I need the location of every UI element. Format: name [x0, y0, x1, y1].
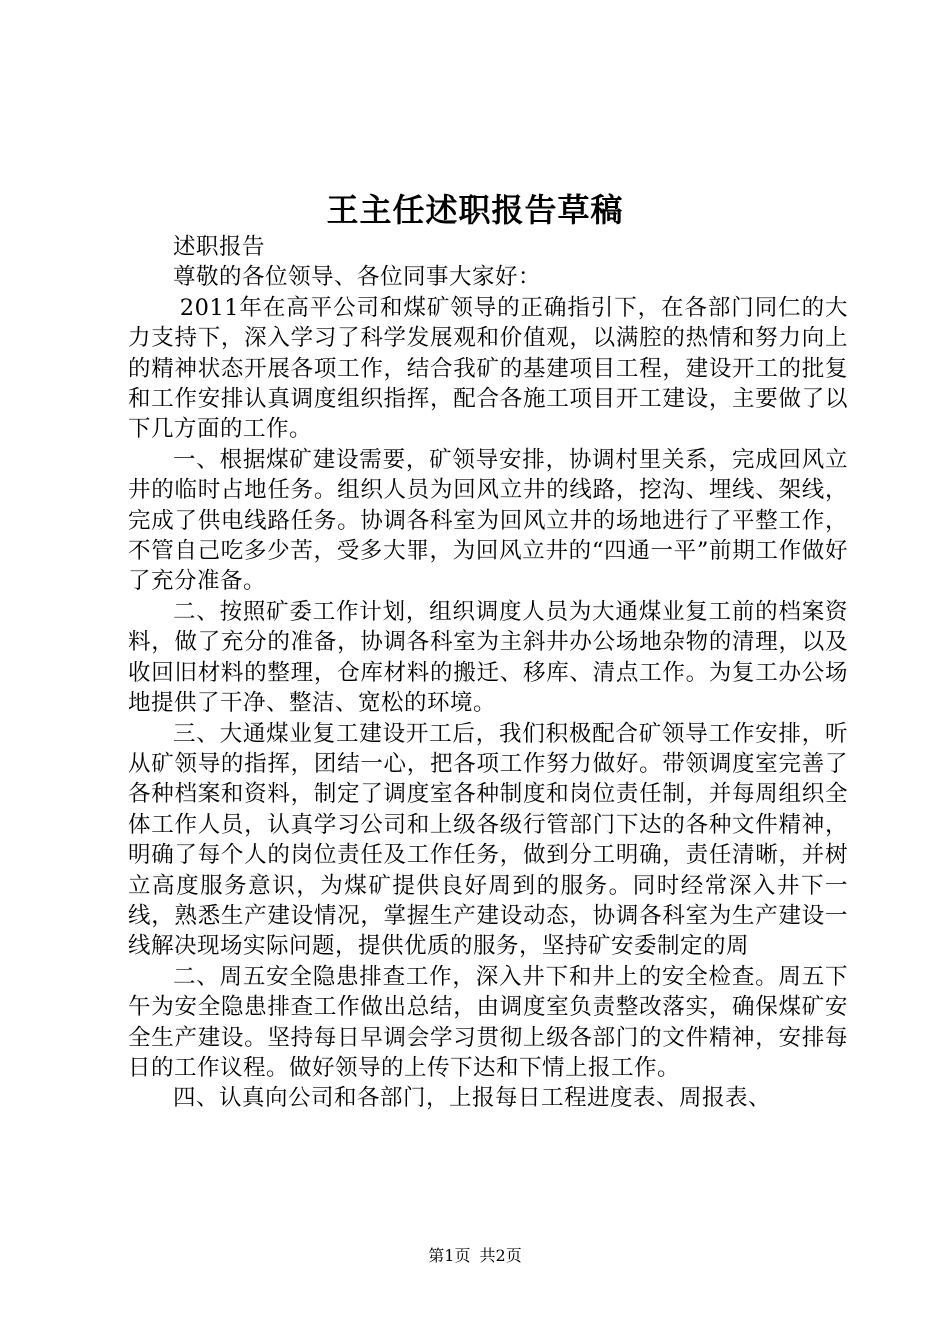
page-footer: 第1页 共2页 [428, 1246, 522, 1265]
document-body [128, 232, 848, 1114]
paragraph-salutation: 尊敬的各位领导、各位同事大家好： [173, 264, 542, 291]
paragraph-section-4: 四、认真向公司和各部门，上报每日工程进度表、周报表、 [173, 1085, 772, 1112]
paragraph-section-2: 二、按照矿委工作计划，组织调度人员为大通煤业复工前的档案资料，做了充分的准备，协调各科室为主斜井办公场地杂物的清理，以及收回旧材料的整理，仓库材料的搬迁、移库、清点工作。为复工办公场地提供了干净、整洁、宽松的环境。 [128, 598, 848, 717]
paragraph-section-1: 一、根据煤矿建设需要，矿领导安排，协调村里关系，完成回风立井的临时占地任务。组织人员为回风立井的线路，挖沟、埋线、架线，完成了供电线路任务。协调各科室为回风立井的场地进行了平整工作，不管自己吃多少苦，受多大罪，为回风立井的“四通一平”前期工作做好了充分准备。 [128, 446, 848, 595]
paragraph-section-3: 三、大通煤业复工建设开工后，我们积极配合矿领导工作安排，听从矿领导的指挥，团结一心，把各项工作努力做好。带领调度室完善了各种档案和资料，制定了调度室各种制度和岗位责任制，并每周组织全体工作人员，认真学习公司和上级各级行管部门下达的各种文件精神，明确了每个人的岗位责任及工作任务，做到分工明确，责任清晰，并树立高度服务意识，为煤矿提供良好周到的服务。同时经常深入井下一线，熟悉生产建设情况，掌握生产建设动态，协调各科室为生产建设一线解决现场实际问题，提供优质的服务，坚持矿安委制定的周 [128, 720, 848, 960]
paragraph-heading: 述职报告 [173, 234, 266, 260]
paragraph-intro: 2011年在高平公司和煤矿领导的正确指引下，在各部门同仁的大力支持下，深入学习了科学发展观和价值观，以满腔的热情和努力向上的精神状态开展各项工作，结合我矿的基建项目工程，建设开工的批复和工作安排认真调度组织指挥，配合各施工项目开工建设，主要做了以下几方面的工作。 [128, 294, 848, 443]
paragraph-section-2b: 二、周五安全隐患排查工作，深入井下和井上的安全检查。周五下午为安全隐患排查工作做出总结，由调度室负责整改落实，确保煤矿安全生产建设。坚持每日早调会学习贯彻上级各部门的文件精神，安排每日的工作议程。做好领导的上传下达和下情上报工作。 [128, 963, 848, 1081]
document-title: 王主任述职报告草稿 [326, 191, 624, 229]
